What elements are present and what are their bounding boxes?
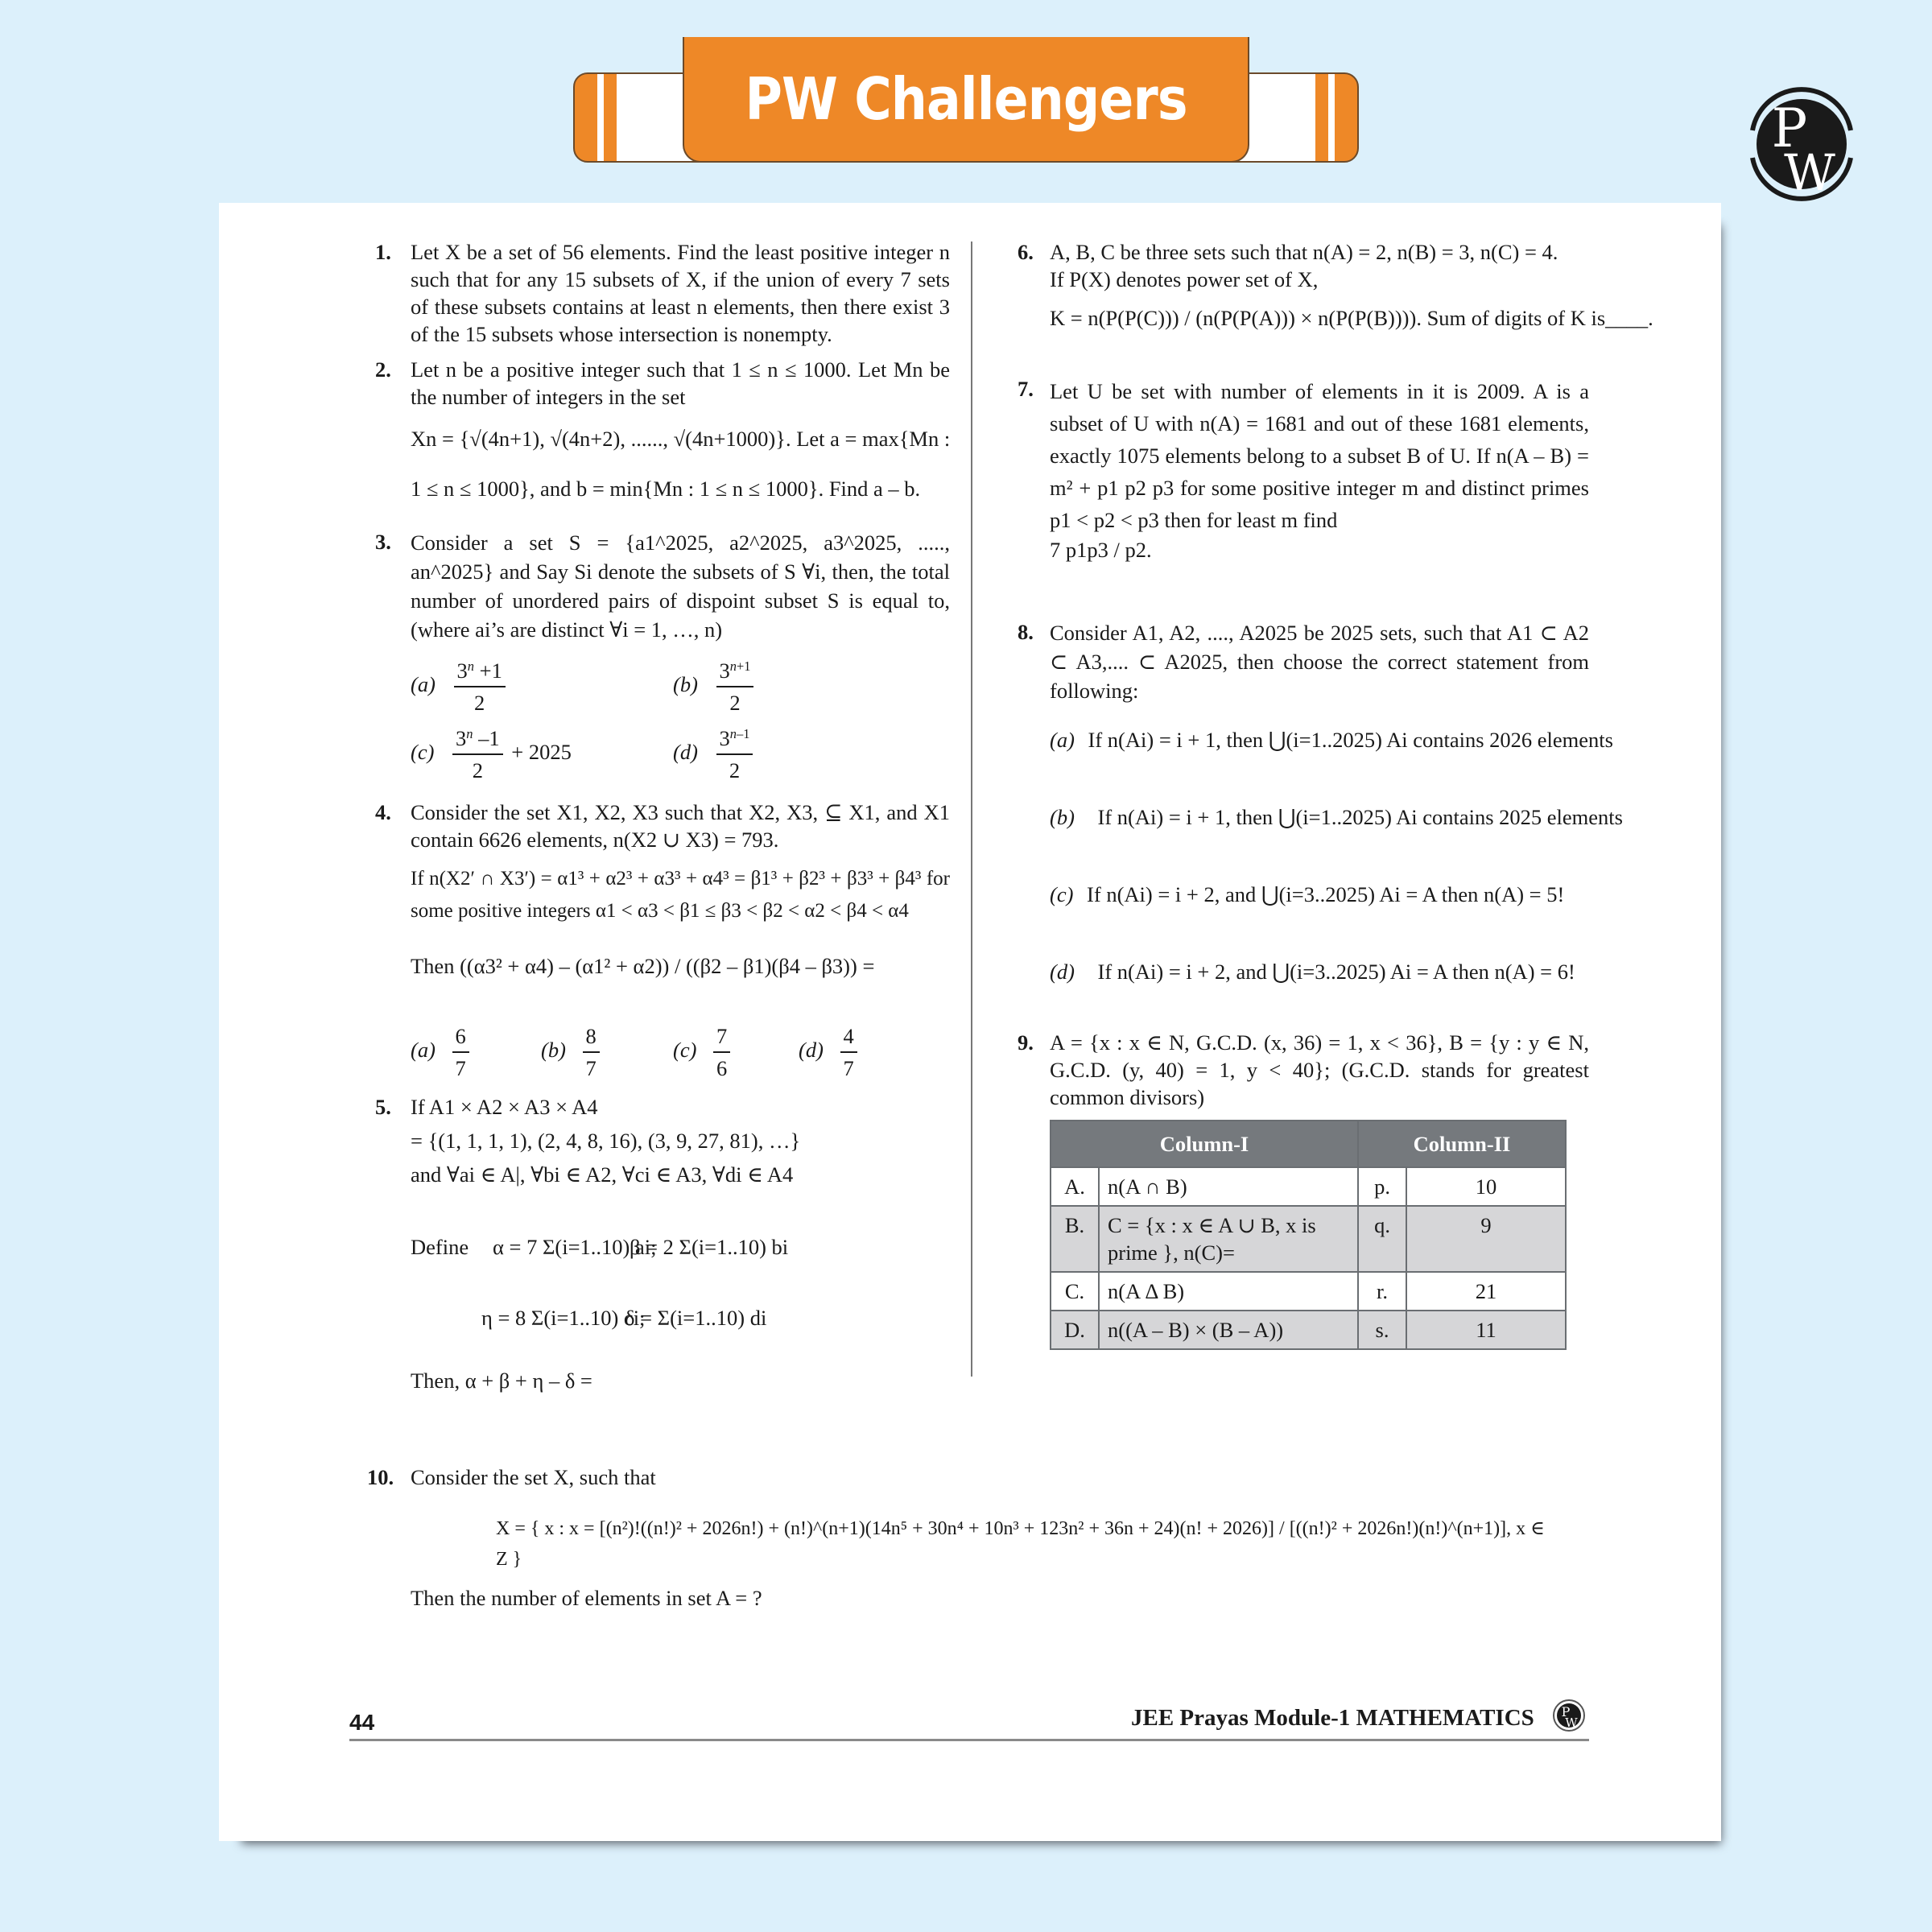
set-formula: Xn = {√(4n+1), √(4n+2), ......, √(4n+1000)}: [411, 427, 786, 451]
final-expression: Then, α + β + η – δ =: [411, 1368, 592, 1393]
question-text: Let X be a set of 56 elements. Find the least positive integer n such that for any 15 subsets of X, if the union of every 7 sets of these subsets contains at least n elements, then there exist 3 of the 15 subsets whose intersection is nonempty.: [411, 240, 950, 346]
option-c[interactable]: (c) If n(Ai) = i + 2, and ⋃(i=3..2025) Ai = A then n(A) = 5!: [1050, 882, 1565, 906]
option-a[interactable]: (a) If n(Ai) = i + 1, then ⋃(i=1..2025) Ai contains 2026 elements: [1050, 728, 1613, 752]
option-b[interactable]: (b) If n(Ai) = i + 1, then ⋃(i=1..2025) Ai contains 2025 elements: [1050, 805, 1623, 829]
value-cell: 21: [1406, 1272, 1566, 1311]
target-expression: 7 p1p3 / p2.: [1050, 538, 1152, 562]
pw-logo-small-icon: [1552, 1699, 1586, 1732]
option-d[interactable]: (d) If n(Ai) = i + 2, and ⋃(i=3..2025) Ai = A then n(A) = 6!: [1050, 960, 1575, 984]
question-number: 10.: [367, 1465, 394, 1489]
table-row: A. n(A ∩ B) p. 10: [1051, 1167, 1566, 1206]
option-b[interactable]: (b) $\frac{3^{n+1}}{2}$: [673, 657, 757, 716]
option-c[interactable]: (c) $\frac{7}{6}$: [673, 1022, 733, 1082]
question-number: 9.: [1018, 1030, 1034, 1055]
pw-logo-icon: [1741, 84, 1862, 204]
question-prompt: Then the number of elements in set A = ?: [411, 1586, 762, 1610]
question-text: Consider the set X1, X2, X3 such that X2, X3, ⊆ X1, and X1 contain 6626 elements, n(X2 ∪ X3) = 793.: [411, 800, 950, 852]
eta-definition: η = 8 Σ(i=1..10) ci;: [481, 1306, 646, 1330]
expression-cell: n(A Δ B): [1099, 1272, 1358, 1311]
beta-definition: β = 2 Σ(i=1..10) bi: [630, 1235, 789, 1259]
option-d[interactable]: (d) $\frac{4}{7}$: [799, 1022, 861, 1082]
footer-rule: [349, 1739, 1589, 1741]
question-text: Consider the set X, such that: [411, 1465, 656, 1489]
question-text: A, B, C be three sets such that n(A) = 2, n(B) = 3, n(C) = 4.: [1050, 240, 1558, 264]
question-number: 4.: [375, 800, 391, 824]
column-1-header: Column-I: [1051, 1121, 1358, 1167]
option-d[interactable]: (d) $\frac{3^{n-1}}{2}$: [673, 724, 756, 784]
alpha-definition: α = 7 Σ(i=1..10) ai;: [493, 1235, 657, 1259]
ratio-formula: Then ((α3² + α4) – (α1² + α2)) / ((β2 – β1)(β4 – β3)) =: [411, 954, 875, 978]
option-b[interactable]: (b) $\frac{8}{7}$: [541, 1022, 603, 1082]
question-number: 1.: [375, 240, 391, 264]
option-a[interactable]: (a) $\frac{3^n +1}{2}$: [411, 657, 509, 716]
expression-cell: n(A ∩ B): [1099, 1167, 1358, 1206]
membership-condition: and ∀ai ∈ A|, ∀bi ∈ A2, ∀ci ∈ A3, ∀di ∈ A4: [411, 1162, 794, 1187]
question-number: 3.: [375, 530, 391, 554]
option-c[interactable]: (c) $\frac{3^n -1}{2}$ + 2025: [411, 725, 572, 782]
k-formula: K = n(P(P(C))) / (n(P(P(A))) × n(P(P(B)))). Sum of digits of K is____.: [1050, 306, 1653, 330]
question-text-cont: If P(X) denotes power set of X,: [1050, 267, 1319, 291]
page-number: 44: [349, 1710, 375, 1735]
table-row: D. n((A – B) × (B – A)) s. 11: [1051, 1311, 1566, 1349]
question-text: Let U be set with number of elements in it is 2009. A is a subset of U with n(A) = 1681 and out of these 1681 elements, exactly 1075 elements belong to a subset B of U. If n(A – B) = m² + p1 p2 p3 for some positive integer m and distinct primes p1 < p2 < p3 then for least m find: [1050, 379, 1589, 532]
question-text: If A1 × A2 × A3 × A4: [411, 1095, 598, 1119]
value-cell: 9: [1406, 1206, 1566, 1272]
question-text-cont: 1 ≤ n ≤ 1000}, and b = min{Mn : 1 ≤ n ≤ 1000}. Find a – b.: [411, 477, 921, 501]
expression-cell: C = {x : x ∈ A ∪ B, x is prime }, n(C)=: [1099, 1206, 1358, 1272]
delta-definition: δ = Σ(i=1..10) di: [625, 1306, 767, 1330]
question-text: A = {x : x ∈ N, G.C.D. (x, 36) = 1, x < 36}, B = {y : y ∈ N, G.C.D. (y, 40) = 1, y < 40}; (G.C.D. stands for greatest common divisors): [1050, 1030, 1589, 1109]
column-divider: [971, 242, 972, 1377]
column-2-header: Column-II: [1358, 1121, 1566, 1167]
question-number: 2.: [375, 357, 391, 382]
svg-text:P: P: [1561, 1704, 1571, 1719]
svg-text:P: P: [1771, 97, 1808, 159]
question-text: Consider a set S = {a1^2025, a2^2025, a3^2025, ....., an^2025} and Say Si denote the subsets of S ∀i, then, the total number of unordered pairs of dispoint subset S is equal to, (where ai’s are distinct ∀i = 1, …, n): [411, 530, 950, 642]
cube-condition: If n(X2′ ∩ X3′) = α1³ + α2³ + α3³ + α4³ = β1³ + β2³ + β3³ + β4³ for some positive integers α1 < α3 < β1 ≤ β3 < β2 < α2 < β4 < α4: [411, 868, 950, 922]
table-row: C. n(A Δ B) r. 21: [1051, 1272, 1566, 1311]
question-text: Let n be a positive integer such that 1 ≤ n ≤ 1000. Let Mn be the number of integers in the set: [411, 357, 950, 409]
banner-title: PW Challengers: [745, 65, 1187, 133]
expression-cell: n((A – B) × (B – A)): [1099, 1311, 1358, 1349]
value-cell: 11: [1406, 1311, 1566, 1349]
option-a[interactable]: (a) $\frac{6}{7}$: [411, 1022, 473, 1082]
svg-text:W: W: [1784, 143, 1835, 202]
question-number: 7.: [1018, 377, 1034, 401]
set-definition: Xn = {√(4n+1), √(4n+2), ......, √(4n+1000)}. Let a = max{Mn :: [411, 427, 951, 451]
table-row: B. C = {x : x ∈ A ∪ B, x is prime }, n(C)= q. 9: [1051, 1206, 1566, 1272]
set-x-formula: X = { x : x = [(n²)!((n!)² + 2026n!) + (n!)^(n+1)(14n⁵ + 30n⁴ + 10n³ + 123n² + 36n + 24)(n! + 2026)] / [((n!)² + 2026n!)(n!)^(n+1)], x ∈ Z }: [496, 1518, 1545, 1570]
match-the-columns-table: [1050, 1120, 1567, 1350]
product-set: = {(1, 1, 1, 1), (2, 4, 8, 16), (3, 9, 27, 81), …}: [411, 1129, 801, 1153]
question-number: 8.: [1018, 620, 1034, 644]
question-text: Consider A1, A2, ...., A2025 be 2025 sets, such that A1 ⊂ A2 ⊂ A3,.... ⊂ A2025, then choose the correct statement from following:: [1050, 621, 1589, 703]
footer-title: JEE Prayas Module-1 MATHEMATICS: [1131, 1705, 1534, 1731]
question-number: 6.: [1018, 240, 1034, 264]
value-cell: 10: [1406, 1167, 1566, 1206]
svg-text:W: W: [1565, 1715, 1578, 1730]
define-label: Define: [411, 1235, 469, 1259]
banner-title-tab: [683, 37, 1249, 163]
question-number: 5.: [375, 1095, 391, 1119]
